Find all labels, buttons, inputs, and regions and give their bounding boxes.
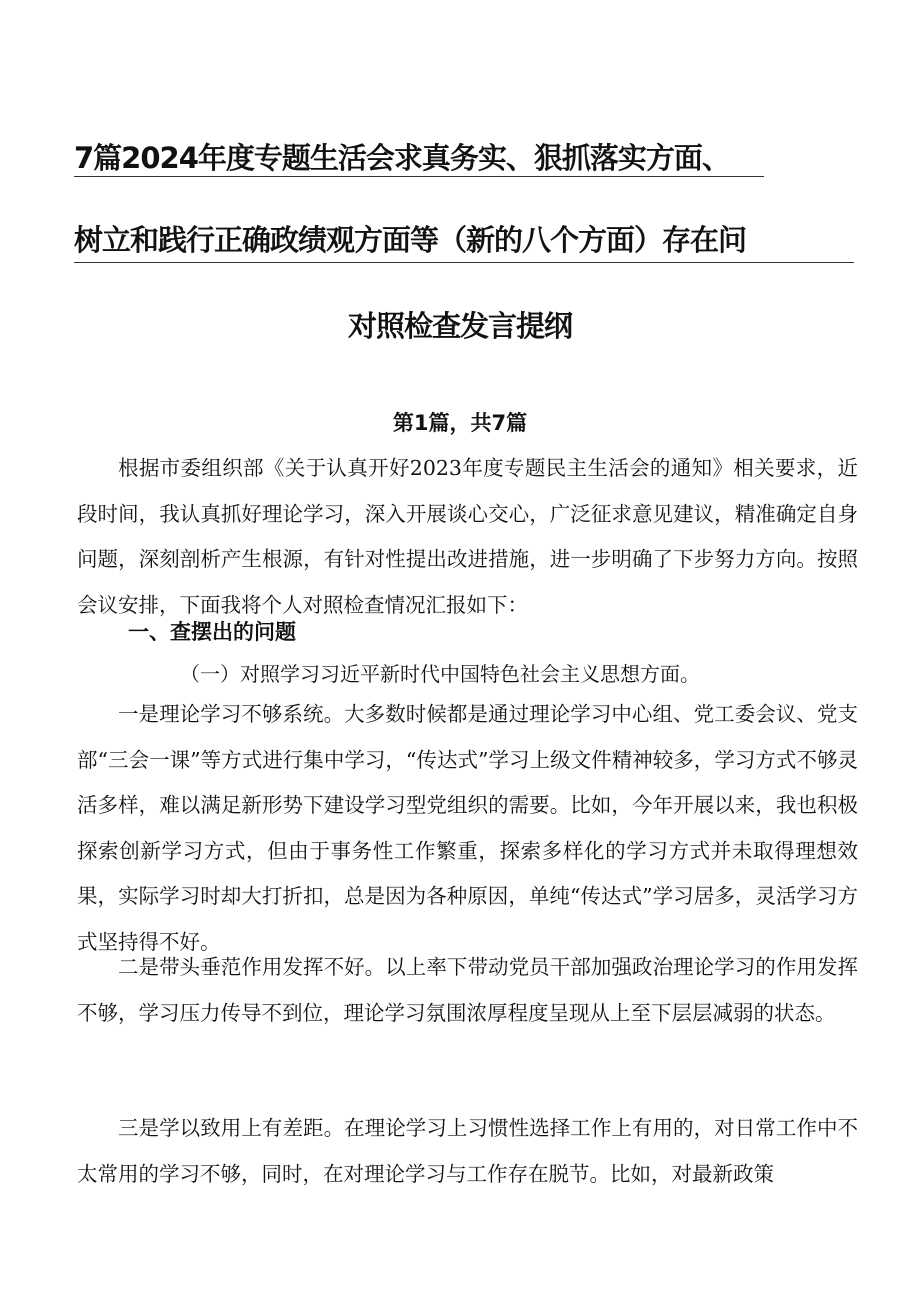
title-underline-1 (74, 176, 764, 177)
body-paragraph-2: 二是带头垂范作用发挥不好。以上率下带动党员干部加强政治理论学习的作用发挥不够，学习压力传导不到位，理论学习氛围浓厚程度呈现从上至下层层减弱的状态。 (77, 955, 858, 1025)
body-paragraph-3: 三是学以致用上有差距。在理论学习上习惯性选择工作上有用的，对日常工作中不太常用的学习不够，同时，在对理论学习与工作存在脱节。比如，对最新政策 (77, 1116, 858, 1186)
document-title-line-2: 树立和践行正确政绩观方面等（新的八个方面）存在问 (74, 223, 747, 257)
document-title-line-1: 7篇2024年度专题生活会求真务实、狠抓落实方面、 (74, 141, 730, 175)
body-paragraph-1: 一是理论学习不够系统。大多数时候都是通过理论学习中心组、党工委会议、党支部“三会一课”等方式进行集中学习，“传达式”学习上级文件精神较多，学习方式不够灵活多样，难以满足新形势下建设学习型党组织的需要。比如，今年开展以来，我也积极探索创新学习方式，但由于事务性工作繁重，探索多样化的学习方式并未取得理想效果，实际学习时却大打折扣，总是因为各种原因，单纯“传达式”学习居多，灵活学习方式坚持得不好。 (77, 702, 858, 954)
title-underline-2 (74, 262, 854, 263)
subsection-heading: （一）对照学习习近平新时代中国特色社会主义思想方面。 (180, 662, 700, 686)
section-heading: 一、查摆出的问题 (128, 620, 296, 644)
document-title-line-3: 对照检查发言提纲 (347, 309, 572, 343)
part-label: 第1篇，共7篇 (392, 411, 528, 435)
intro-paragraph: 根据市委组织部《关于认真开好2023年度专题民主生活会的通知》相关要求，近段时间，我认真抓好理论学习，深入开展谈心交心，广泛征求意见建议，精准确定自身问题，深刻剖析产生根源，有针对性提出改进措施，进一步明确了下步努力方向。按照会议安排，下面我将个人对照检查情况汇报如下： (77, 456, 858, 617)
